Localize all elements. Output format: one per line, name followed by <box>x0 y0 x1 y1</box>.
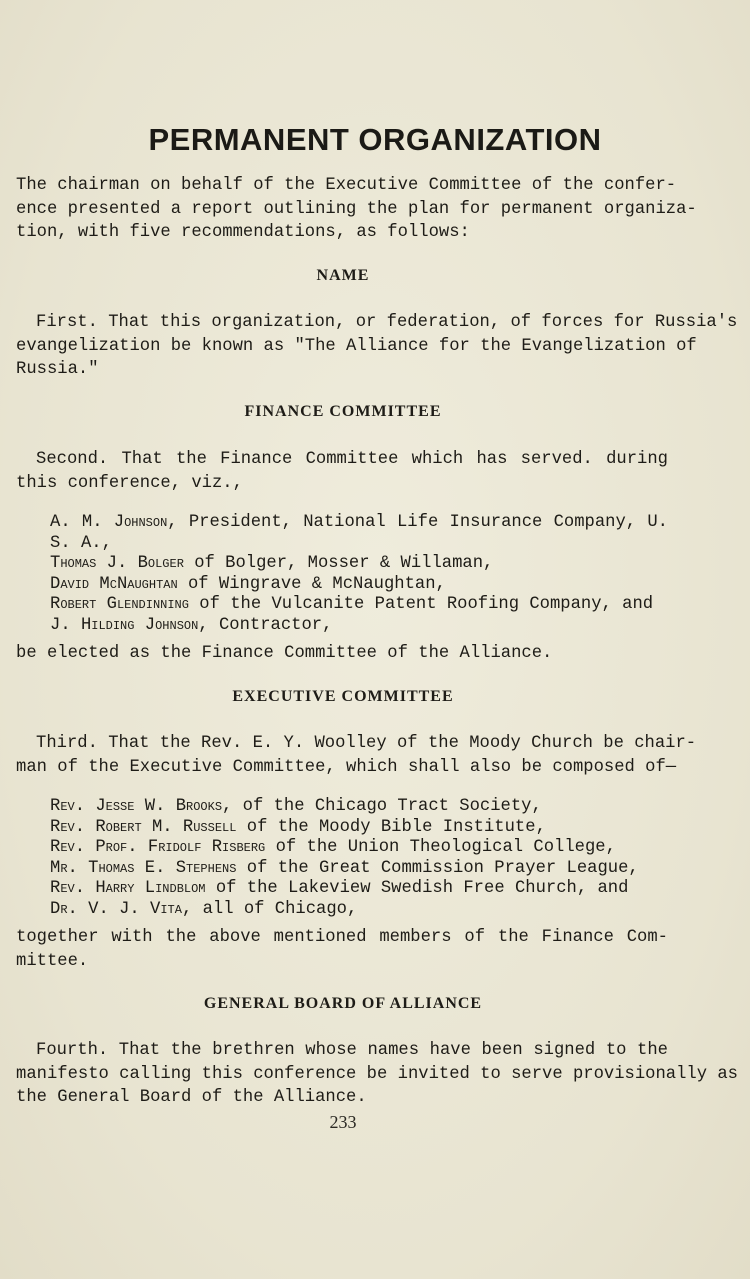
paragraph-line: Third. That the Rev. E. Y. Woolley of the Moody Church be chair- <box>36 734 697 753</box>
second-recommendation <box>16 448 668 495</box>
intro-line: tion, with five recommendations, as follows: <box>16 223 470 242</box>
finance-member: J. Hilding Johnson, Contractor, <box>50 615 333 635</box>
paragraph-line: this conference, viz., <box>16 473 243 493</box>
finance-member: Thomas J. Bolger of Bolger, Mosser & Willaman, <box>50 554 494 573</box>
paragraph-line: manifesto calling this conference be invited to serve provisionally as <box>16 1064 738 1084</box>
intro-line: ence presented a report outlining the plan for permanent organiza- <box>16 199 697 219</box>
executive-closing <box>16 926 668 973</box>
paragraph-line: First. That this organization, or federation, of forces for Russia's <box>36 313 738 332</box>
paragraph-line: Second. That the Finance Committee which has served. during <box>36 450 668 469</box>
paragraph-line: evangelization be known as "The Alliance for the Evangelization of <box>16 336 697 356</box>
page-title: PERMANENT ORGANIZATION <box>148 122 602 157</box>
section-heading-general-board: GENERAL BOARD OF ALLIANCE <box>203 995 483 1012</box>
finance-member: David McNaughtan of Wingrave & McNaughtan, <box>50 574 446 594</box>
paragraph-line: the General Board of the Alliance. <box>16 1088 367 1107</box>
third-recommendation <box>16 732 697 779</box>
paragraph-line: Russia." <box>16 360 99 379</box>
executive-member: Mr. Thomas E. Stephens of the Great Commission Prayer League, <box>50 858 639 878</box>
executive-member: Rev. Jesse W. Brooks, of the Chicago Tract Society, <box>50 797 542 816</box>
first-recommendation <box>16 311 738 382</box>
section-heading-finance: FINANCE COMMITTEE <box>244 403 442 420</box>
executive-member: Dr. V. J. Vita, all of Chicago, <box>50 899 358 919</box>
intro-line: The chairman on behalf of the Executive Committee of the confer- <box>16 176 677 195</box>
fourth-recommendation <box>16 1039 738 1110</box>
paragraph-line: mittee. <box>16 951 89 971</box>
executive-member: Rev. Prof. Fridolf Risberg of the Union Theological College, <box>50 838 616 857</box>
finance-member: A. M. Johnson, President, National Life Insurance Company, U. S. A., <box>50 513 668 553</box>
paragraph-line: together with the above mentioned members of the Finance Com- <box>16 928 668 947</box>
section-heading-executive: EXECUTIVE COMMITTEE <box>232 688 454 705</box>
executive-member: Rev. Robert M. Russell of the Moody Bible Institute, <box>50 817 546 837</box>
paragraph-line: be elected as the Finance Committee of the Alliance. <box>16 644 553 663</box>
paragraph-line: Fourth. That the brethren whose names have been signed to the <box>36 1041 668 1060</box>
finance-member: Robert Glendinning of the Vulcanite Patent Roofing Company, and <box>50 595 654 614</box>
section-heading-name: NAME <box>316 267 370 284</box>
executive-member: Rev. Harry Lindblom of the Lakeview Swedish Free Church, and <box>50 879 629 898</box>
finance-closing <box>16 642 668 666</box>
finance-committee-list <box>50 513 668 636</box>
executive-committee-list <box>50 797 668 920</box>
intro-paragraph <box>16 174 697 245</box>
page-number: 233 <box>329 1112 357 1132</box>
paragraph-line: man of the Executive Committee, which shall also be composed of— <box>16 757 677 777</box>
